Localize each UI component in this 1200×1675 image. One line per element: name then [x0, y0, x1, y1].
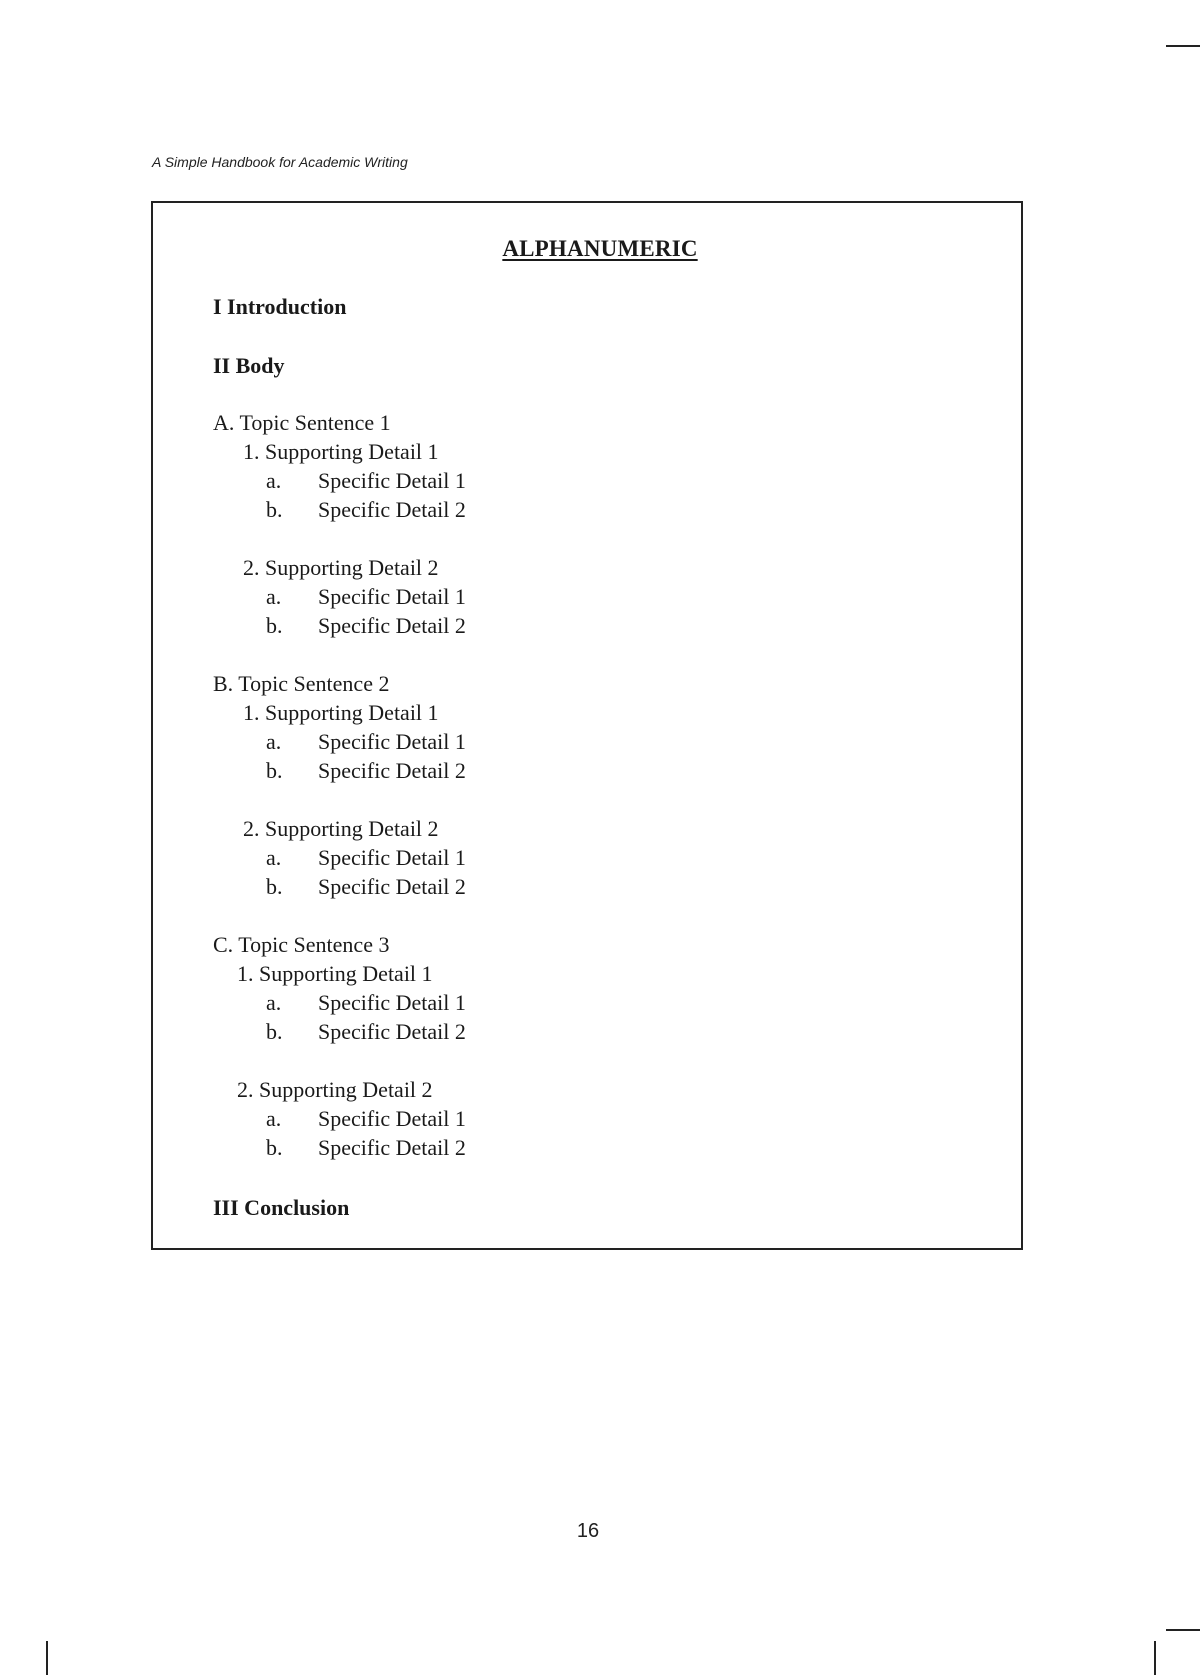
- detail-text: Specific Detail 1: [318, 845, 466, 870]
- detail-marker: a.: [266, 729, 282, 754]
- detail-text: Specific Detail 2: [318, 1135, 466, 1160]
- outline-intro: I Introduction: [213, 294, 347, 319]
- detail-marker: b.: [266, 613, 283, 638]
- detail-marker: b.: [266, 874, 283, 899]
- running-header: A Simple Handbook for Academic Writing: [152, 154, 408, 170]
- detail-marker: b.: [266, 758, 283, 783]
- detail-marker: b.: [266, 497, 283, 522]
- supporting-detail: 1. Supporting Detail 1: [237, 961, 433, 986]
- detail-text: Specific Detail 2: [318, 613, 466, 638]
- crop-mark: [1166, 45, 1200, 47]
- detail-text: Specific Detail 2: [318, 1019, 466, 1044]
- detail-marker: b.: [266, 1019, 283, 1044]
- detail-marker: a.: [266, 468, 282, 493]
- supporting-detail: 2. Supporting Detail 2: [243, 816, 439, 841]
- crop-mark: [1166, 1629, 1200, 1631]
- detail-text: Specific Detail 2: [318, 497, 466, 522]
- detail-text: Specific Detail 1: [318, 729, 466, 754]
- page-number: 16: [576, 1520, 600, 1542]
- topic-sentence: A. Topic Sentence 1: [213, 410, 391, 435]
- outline-body: II Body: [213, 353, 285, 378]
- topic-sentence: C. Topic Sentence 3: [213, 932, 390, 957]
- outline-conclusion: III Conclusion: [213, 1195, 350, 1220]
- outline-title: ALPHANUMERIC: [502, 236, 698, 261]
- crop-mark: [1154, 1641, 1156, 1675]
- supporting-detail: 1. Supporting Detail 1: [243, 439, 439, 464]
- detail-marker: b.: [266, 1135, 283, 1160]
- supporting-detail: 2. Supporting Detail 2: [243, 555, 439, 580]
- topic-sentence: B. Topic Sentence 2: [213, 671, 390, 696]
- detail-marker: a.: [266, 584, 282, 609]
- detail-marker: a.: [266, 1106, 282, 1131]
- detail-text: Specific Detail 2: [318, 758, 466, 783]
- detail-text: Specific Detail 1: [318, 990, 466, 1015]
- detail-text: Specific Detail 1: [318, 468, 466, 493]
- supporting-detail: 1. Supporting Detail 1: [243, 700, 439, 725]
- detail-marker: a.: [266, 990, 282, 1015]
- detail-text: Specific Detail 1: [318, 584, 466, 609]
- detail-text: Specific Detail 1: [318, 1106, 466, 1131]
- detail-text: Specific Detail 2: [318, 874, 466, 899]
- crop-mark: [46, 1641, 48, 1675]
- detail-marker: a.: [266, 845, 282, 870]
- supporting-detail: 2. Supporting Detail 2: [237, 1077, 433, 1102]
